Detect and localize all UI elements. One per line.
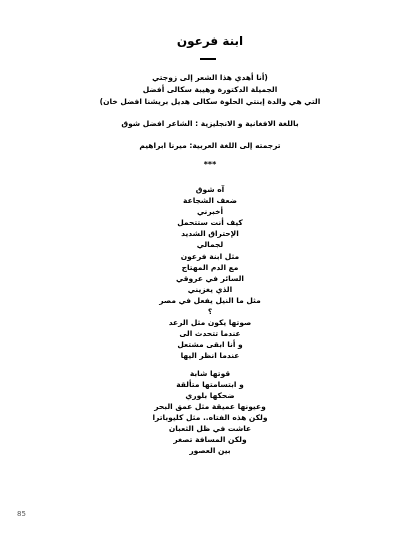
poem-line: أخبرني — [196, 207, 224, 217]
poem-line: ؟ — [207, 307, 213, 317]
dedication-line: التي هي والدة إبنتي الحلوة سكالى هديل بريشنا افضل خان) — [99, 97, 321, 106]
poem-line: قوتها شابة — [189, 368, 231, 378]
poem-line: مثل ما النيل يفعل في مصر — [159, 295, 261, 305]
poem-line: مع الدم المهتاج — [181, 262, 239, 272]
poem-line: عاشت في ظل الثعبان — [168, 423, 252, 433]
dedication — [0, 72, 420, 108]
poem-line: كيف أنت ستتحمل — [177, 218, 243, 228]
poem-line: مثل ابنة فرعون — [180, 251, 240, 261]
poem-line: ضحكها بلوري — [185, 390, 235, 400]
section-separator: *** — [203, 160, 217, 169]
poem-line: و أنا ابقى مشتعل — [177, 340, 243, 350]
poem-line: ضعف الشجاعة — [183, 196, 237, 206]
poem-title: ابنة فرعون — [176, 34, 244, 48]
poem-line: ولكن هذه الفتاه.. مثل كليوباترا — [152, 412, 268, 422]
poem-line: وعيونها عميقة مثل عمق البحر — [154, 401, 266, 411]
poem-line: الذي يغزيني — [187, 284, 233, 294]
poem-line: ولكن المسافة تصغر — [173, 435, 247, 445]
poem-line: لجمالي — [196, 240, 224, 250]
page-number: 85 — [17, 510, 26, 518]
poem-line: صوتها يكون مثل الرعد — [168, 318, 252, 328]
poem-line: عندما تتحدث الى — [179, 329, 241, 339]
poem-line: الإحتراق الشديد — [181, 229, 239, 239]
author-credit: باللغة الافغانية و الانجليزية : الشاعر افضل شوق — [121, 119, 299, 128]
title-divider — [200, 58, 216, 60]
poem-line: بين العصور — [189, 446, 231, 456]
translator-credit: ترجمته إلى اللغة العربية: ميرنا ابراهيم — [139, 141, 281, 150]
poem-line: و ابتسامتها متألقة — [176, 379, 244, 389]
dedication-line: الجميلة الدكتورة وهيبة سكالى أفضل — [142, 85, 278, 94]
poem-line: آه شوق — [195, 185, 225, 194]
poem-line: السائر في عروقي — [176, 273, 244, 283]
poem-line: عندما انظر اليها — [180, 351, 240, 361]
dedication-line: (أنا أهدي هذا الشعر إلى زوجتي — [152, 73, 268, 82]
poem-body — [0, 184, 420, 456]
